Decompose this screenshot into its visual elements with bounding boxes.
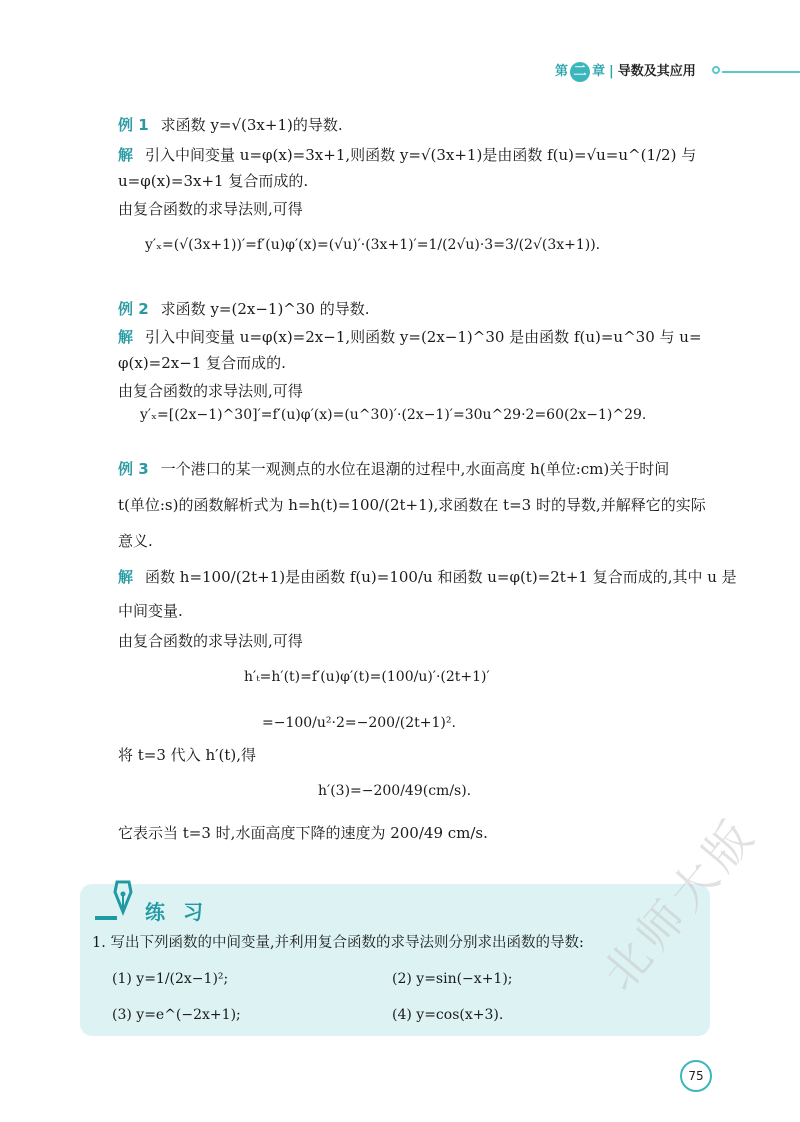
publisher-watermark: 北师大版	[591, 806, 767, 1001]
example2-rule: 由复合函数的求导法则,可得	[118, 382, 303, 400]
example2-label: 例 2	[118, 300, 149, 318]
example2-solution-line1	[118, 326, 702, 348]
example1-label: 例 1	[118, 116, 149, 134]
pen-nib-icon	[95, 878, 135, 924]
example2-solution-text1: 引入中间变量 u=φ(x)=2x−1,则函数 y=(2x−1)^30 是由函数 f(u)=u^30 与 u=	[145, 328, 702, 346]
chapter-suffix: 章	[592, 64, 606, 79]
practice-item-1: (1) y=1/(2x−1)²;	[112, 971, 229, 987]
practice-item-4: (4) y=cos(x+3).	[392, 1007, 504, 1023]
example3-rule: 由复合函数的求导法则,可得	[118, 632, 303, 650]
header-dot-icon	[712, 66, 720, 74]
example2-solution-label: 解	[118, 328, 134, 346]
example1-solution-line1	[118, 144, 696, 166]
example3-text1: 一个港口的某一观测点的水位在退潮的过程中,水面高度 h(单位:cm)关于时间	[160, 460, 670, 478]
header-rule	[722, 71, 800, 73]
example3-formula3: h′(3)=−200/49(cm/s).	[318, 783, 472, 799]
example3-solution-label: 解	[118, 568, 134, 586]
example2-formula: y′ₓ=[(2x−1)^30]′=f′(u)φ′(x)=(u^30)′·(2x−1)′=30u^29·2=60(2x−1)^29.	[140, 407, 647, 423]
example1-solution-text2: u=φ(x)=3x+1 复合而成的.	[118, 172, 309, 190]
chapter-prefix: 第	[555, 64, 569, 79]
example3-substitute: 将 t=3 代入 h′(t),得	[118, 746, 257, 764]
example3-solution-text2: 中间变量.	[118, 602, 183, 620]
chapter-title: 导数及其应用	[617, 64, 696, 79]
chapter-header	[555, 60, 696, 82]
example3-text2: t(单位:s)的函数解析式为 h=h(t)=100/(2t+1),求函数在 t=3 时的导数,并解释它的实际	[118, 496, 706, 514]
chapter-separator: |	[609, 64, 614, 79]
example1-question: 求函数 y=√(3x+1)的导数.	[160, 116, 343, 134]
example3-line1	[118, 458, 669, 480]
page-number: 75	[680, 1060, 712, 1092]
example3-formula2: =−100/u²·2=−200/(2t+1)².	[262, 715, 456, 731]
example1-formula: y′ₓ=(√(3x+1))′=f′(u)φ′(x)=(√u)′·(3x+1)′=1/(2√u)·3=3/(2√(3x+1)).	[145, 237, 601, 253]
example3-label: 例 3	[118, 460, 149, 478]
example2-solution-text2: φ(x)=2x−1 复合而成的.	[118, 354, 286, 372]
practice-item-3: (3) y=e^(−2x+1);	[112, 1007, 241, 1023]
chapter-number: 二	[570, 62, 590, 82]
example2-question: 求函数 y=(2x−1)^30 的导数.	[160, 300, 370, 318]
practice-question-1: 1. 写出下列函数的中间变量,并利用复合函数的求导法则分别求出函数的导数:	[92, 935, 584, 951]
example2-question-line	[118, 298, 370, 320]
example1-solution-label: 解	[118, 146, 134, 164]
practice-item-2: (2) y=sin(−x+1);	[392, 971, 513, 987]
practice-title: 练习	[145, 900, 221, 924]
example3-formula1: h′ₜ=h′(t)=f′(u)φ′(t)=(100/u)′·(2t+1)′	[244, 669, 490, 685]
example3-meaning: 它表示当 t=3 时,水面高度下降的速度为 200/49 cm/s.	[118, 824, 488, 842]
example1-solution-text1: 引入中间变量 u=φ(x)=3x+1,则函数 y=√(3x+1)是由函数 f(u)=√u=u^(1/2) 与	[145, 146, 697, 164]
example1-question-line	[118, 114, 343, 136]
example3-solution-line1	[118, 566, 737, 588]
example3-text3: 意义.	[118, 532, 153, 550]
example3-solution-text1: 函数 h=100/(2t+1)是由函数 f(u)=100/u 和函数 u=φ(t)=2t+1 复合而成的,其中 u 是	[145, 568, 737, 586]
example1-rule: 由复合函数的求导法则,可得	[118, 200, 303, 218]
